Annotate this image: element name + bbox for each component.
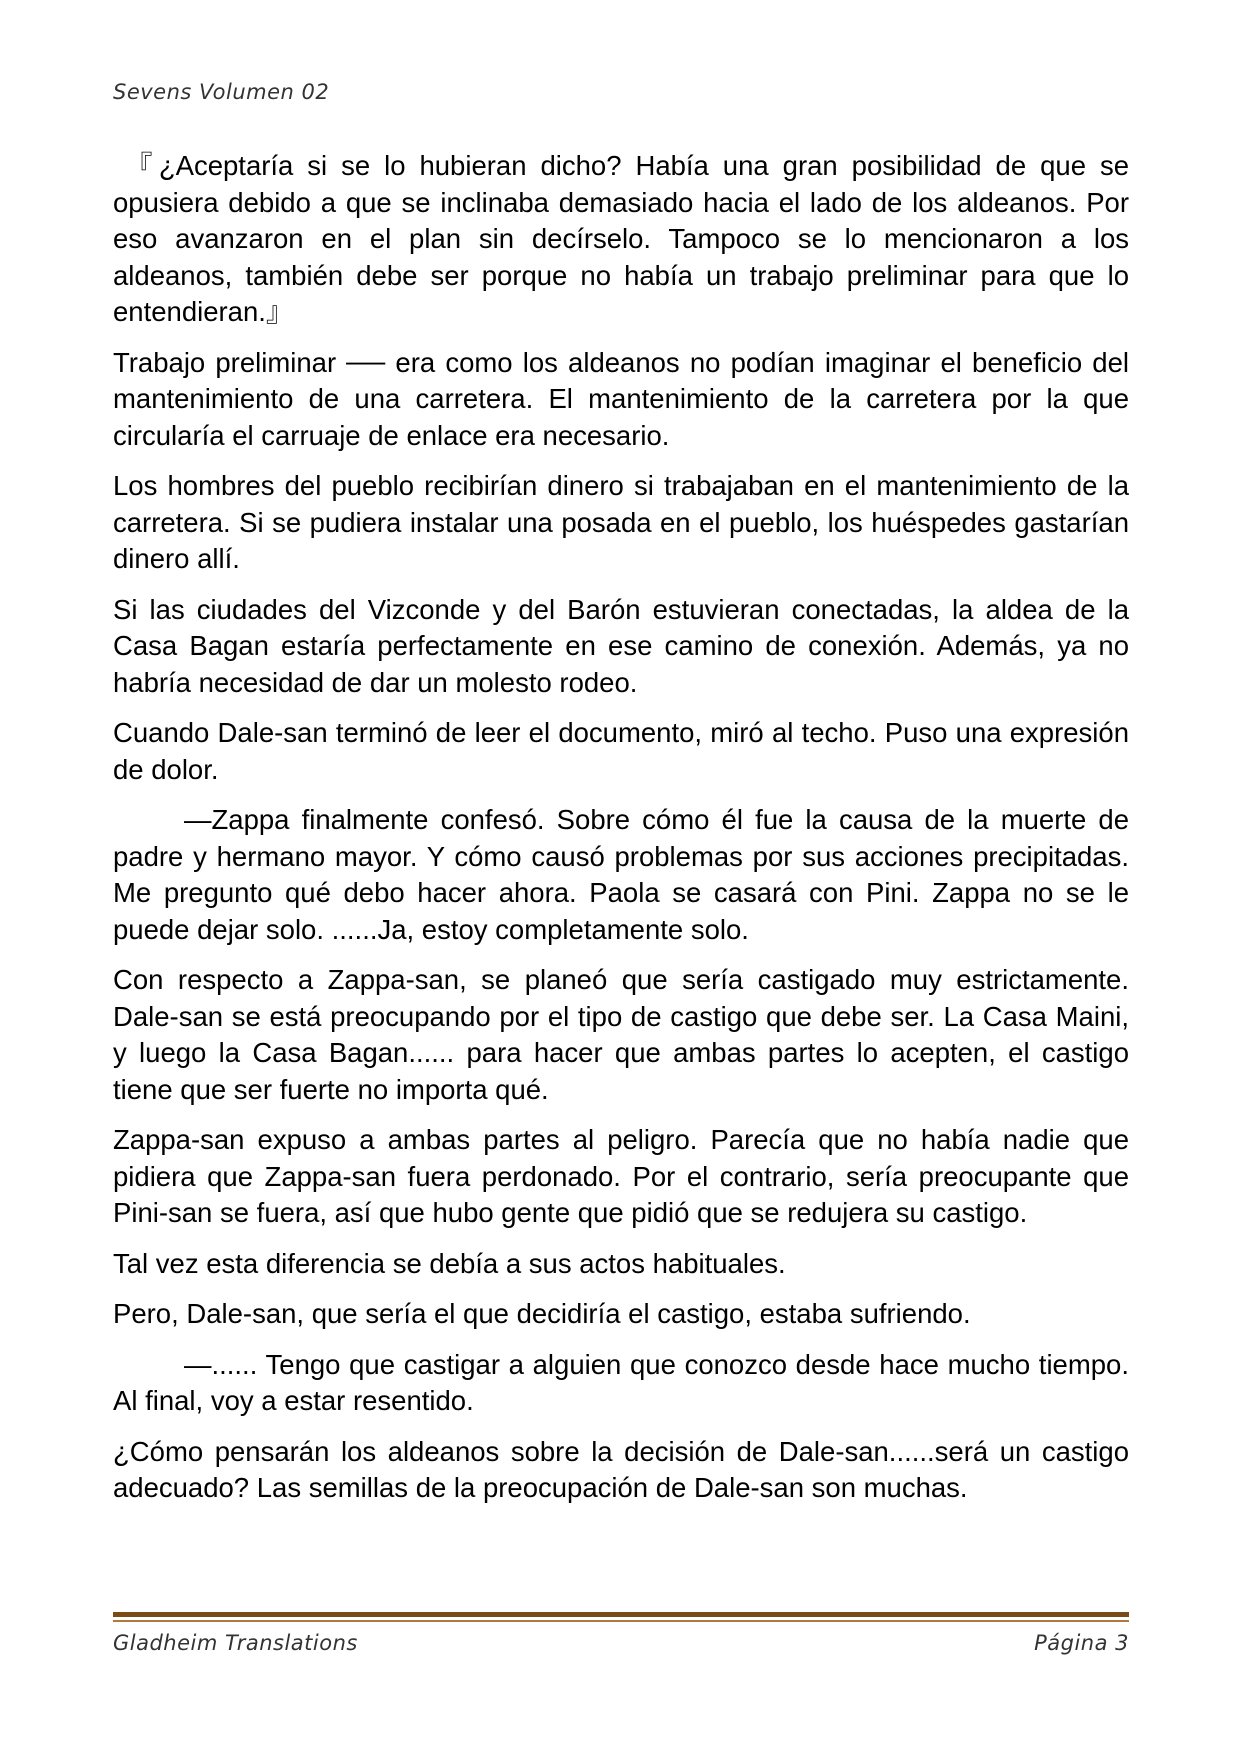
paragraph: Los hombres del pueblo recibirían dinero si trabajaban en el mantenimiento de la carretera. Si se pudiera instalar una posada en el pueblo, los huéspedes gastarían dinero allí. (113, 470, 1129, 574)
paragraph: Trabajo preliminar ── era como los aldeanos no podían imaginar el beneficio del mantenimiento de una carretera. El mantenimiento de la carretera por la que circularía el carruaje de enlace era necesario. (113, 346, 1129, 451)
paragraph: Pero, Dale-san, que sería el que decidiría el castigo, estaba sufriendo. (113, 1298, 971, 1329)
paragraph: Con respecto a Zappa-san, se planeó que sería castigado muy estrictamente. Dale-san se está preocupando por el tipo de castigo que debe ser. La Casa Maini, y luego la Casa Bagan...... para hacer que ambas partes lo acepten, el castigo tiene que ser fuerte no importa qué. (113, 964, 1129, 1105)
paragraph: Tal vez esta diferencia se debía a sus actos habituales. (113, 1247, 786, 1279)
footer-divider-thick (113, 1612, 1129, 1617)
paragraph: Cuando Dale-san terminó de leer el documento, miró al techo. Puso una expresión de dolor. (113, 717, 1129, 785)
dialogue-paragraph: —Zappa finalmente confesó. Sobre cómo él fue la causa de la muerte de padre y hermano mayor. Y cómo causó problemas por sus acciones precipitadas. Me pregunto qué debo hacer ahora. Paola se casará con Pini. Zappa no se le puede dejar solo. ......Ja, estoy completamente solo. (113, 804, 1129, 945)
paragraph: Zappa-san expuso a ambas partes al peligro. Parecía que no había nadie que pidiera que Zappa-san fuera perdonado. Por el contrario, sería preocupante que Pini-san se fuera, así que hubo gente que pidió que se redujera su castigo. (113, 1124, 1129, 1228)
paragraph: ¿Cómo pensarán los aldeanos sobre la decisión de Dale-san......será un castigo adecuado? Las semillas de la preocupación de Dale-san son muchas. (113, 1435, 1129, 1503)
footer-credit: Gladheim Translations (113, 1631, 358, 1655)
paragraph: 『¿Aceptaría si se lo hubieran dicho? Había una gran posibilidad de que se opusiera debido a que se inclinaba demasiado hacia el lado de los aldeanos. Por eso avanzaron en el plan sin decírselo. Tampoco se lo mencionaron a los aldeanos, también debe ser porque no había un trabajo preliminar para que lo entendieran.』 (113, 150, 1129, 327)
dialogue-paragraph: —...... Tengo que castigar a alguien que conozco desde hace mucho tiempo. Al final, voy a estar resentido. (113, 1348, 1129, 1416)
paragraph: Si las ciudades del Vizconde y del Barón estuvieran conectadas, la aldea de la Casa Bagan estaría perfectamente en ese camino de conexión. Además, ya no habría necesidad de dar un molesto rodeo. (113, 593, 1129, 698)
running-header: Sevens Volumen 02 (113, 80, 330, 104)
page-number: Página 3 (1034, 1631, 1129, 1655)
footer-divider-thin (113, 1620, 1129, 1622)
page-body (113, 148, 1129, 1521)
